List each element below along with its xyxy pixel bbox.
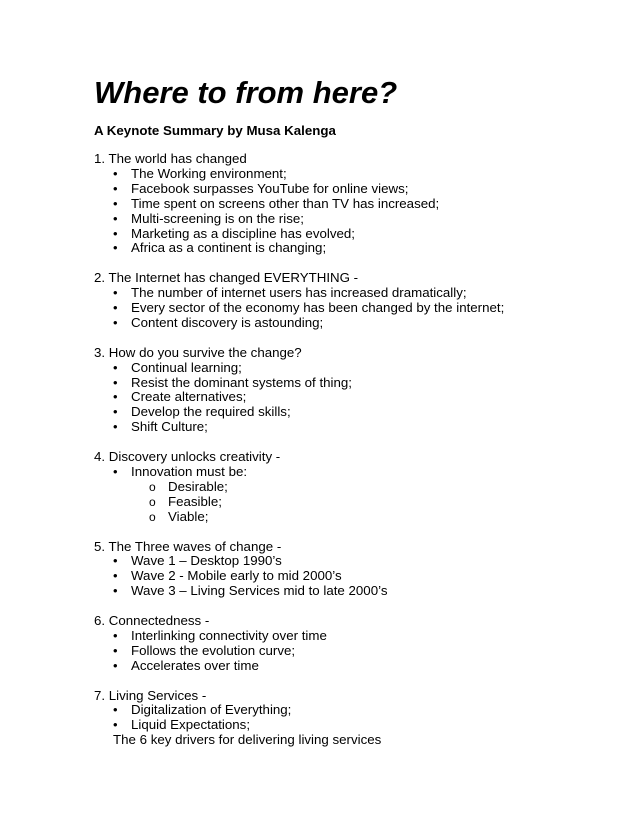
section-heading: 7. Living Services - <box>94 687 207 703</box>
bullet-icon: • <box>113 240 118 256</box>
list-item-text: Wave 3 – Living Services mid to late 2000’s <box>131 583 388 599</box>
bullet-icon: • <box>113 374 118 390</box>
section-heading: 1. The world has changed <box>94 151 247 166</box>
list-item-text: Accelerates over time <box>131 657 259 673</box>
sub-list-item-text: Feasible; <box>168 493 222 509</box>
bullet-icon: • <box>113 300 118 316</box>
sub-list-item <box>94 495 614 510</box>
list-item-text: Multi-screening is on the rise; <box>131 210 304 226</box>
list-item-text: Create alternatives; <box>131 389 247 405</box>
bullet-icon: • <box>113 702 118 718</box>
section-2 <box>94 271 614 331</box>
list-item-text: Innovation must be: <box>131 463 248 479</box>
list-item-text: Shift Culture; <box>131 419 208 435</box>
list-item <box>94 241 614 256</box>
bullet-list <box>94 629 614 674</box>
section-5 <box>94 540 614 600</box>
bullet-icon: • <box>113 553 118 569</box>
list-item-text: Resist the dominant systems of thing; <box>131 374 352 390</box>
circle-bullet-icon: o <box>149 509 156 524</box>
section-1 <box>94 152 614 256</box>
list-item <box>94 569 614 584</box>
list-item <box>94 659 614 674</box>
section-heading: 4. Discovery unlocks creativity - <box>94 449 281 465</box>
bullet-icon: • <box>113 180 118 196</box>
sub-bullet-list <box>94 480 614 525</box>
list-item <box>94 227 614 242</box>
list-item <box>94 405 614 420</box>
sub-list-item-text: Viable; <box>168 508 209 524</box>
sub-list-item-text: Desirable; <box>168 478 228 494</box>
list-item <box>94 286 614 301</box>
list-item-text: Continual learning; <box>131 359 242 375</box>
bullet-icon: • <box>113 389 118 405</box>
circle-bullet-icon: o <box>149 479 156 494</box>
list-item-text: Digitalization of Everything; <box>131 702 292 718</box>
list-item-text: Wave 1 – Desktop 1990’s <box>131 553 282 569</box>
list-item-text: Interlinking connectivity over time <box>131 627 327 643</box>
list-item <box>94 629 614 644</box>
section-7 <box>94 689 614 749</box>
bullet-icon: • <box>113 404 118 420</box>
list-item-text: Follows the evolution curve; <box>131 642 296 658</box>
bullet-list <box>94 703 614 733</box>
list-item <box>94 390 614 405</box>
keynote-sections <box>94 152 614 763</box>
list-item <box>94 316 614 331</box>
list-item-text: Liquid Expectations; <box>131 717 251 733</box>
bullet-list <box>94 286 614 331</box>
bullet-list <box>94 361 614 436</box>
list-item <box>94 182 614 197</box>
list-item <box>94 584 614 599</box>
list-item-text: Facebook surpasses YouTube for online views; <box>131 180 409 196</box>
list-item <box>94 465 614 480</box>
document-title: Where to from here? <box>94 75 398 110</box>
bullet-list <box>94 465 614 525</box>
list-item <box>94 167 614 182</box>
bullet-icon: • <box>113 359 118 375</box>
list-item <box>94 703 614 718</box>
sub-list-item <box>94 480 614 495</box>
bullet-icon: • <box>113 627 118 643</box>
bullet-icon: • <box>113 583 118 599</box>
circle-bullet-icon: o <box>149 494 156 509</box>
bullet-icon: • <box>113 657 118 673</box>
bullet-list <box>94 167 614 256</box>
list-item <box>94 197 614 212</box>
document-subtitle: A Keynote Summary by Musa Kalenga <box>94 123 336 138</box>
list-item-text: The Working environment; <box>131 165 287 181</box>
list-item <box>94 301 614 316</box>
bullet-list <box>94 554 614 599</box>
list-item <box>94 644 614 659</box>
list-item-text: Wave 2 - Mobile early to mid 2000’s <box>131 568 342 584</box>
list-item-text: Marketing as a discipline has evolved; <box>131 225 355 241</box>
sub-list-item <box>94 510 614 525</box>
list-item-text: Content discovery is astounding; <box>131 314 324 330</box>
section-heading: 3. How do you survive the change? <box>94 344 302 360</box>
bullet-icon: • <box>113 195 118 211</box>
list-item <box>94 420 614 435</box>
list-item-text: The number of internet users has increased dramatically; <box>131 285 467 301</box>
section-heading: 5. The Three waves of change - <box>94 538 282 554</box>
list-item <box>94 718 614 733</box>
section-3 <box>94 346 614 435</box>
section-trailing-text: The 6 key drivers for delivering living services <box>113 732 382 748</box>
bullet-icon: • <box>113 225 118 241</box>
list-item-text: Africa as a continent is changing; <box>131 240 327 256</box>
list-item <box>94 212 614 227</box>
bullet-icon: • <box>113 314 118 330</box>
list-item <box>94 376 614 391</box>
bullet-icon: • <box>113 642 118 658</box>
list-item <box>94 554 614 569</box>
bullet-icon: • <box>113 165 118 181</box>
bullet-icon: • <box>113 419 118 435</box>
list-item-text: Develop the required skills; <box>131 404 291 420</box>
bullet-icon: • <box>113 717 118 733</box>
bullet-icon: • <box>113 463 118 479</box>
bullet-icon: • <box>113 210 118 226</box>
list-item-text: Time spent on screens other than TV has increased; <box>131 195 440 211</box>
section-6 <box>94 614 614 674</box>
bullet-icon: • <box>113 568 118 584</box>
bullet-icon: • <box>113 285 118 301</box>
section-heading: 6. Connectedness - <box>94 613 210 629</box>
section-heading: 2. The Internet has changed EVERYTHING - <box>94 270 359 286</box>
list-item <box>94 361 614 376</box>
list-item-text: Every sector of the economy has been changed by the internet; <box>131 300 505 316</box>
section-4 <box>94 450 614 525</box>
